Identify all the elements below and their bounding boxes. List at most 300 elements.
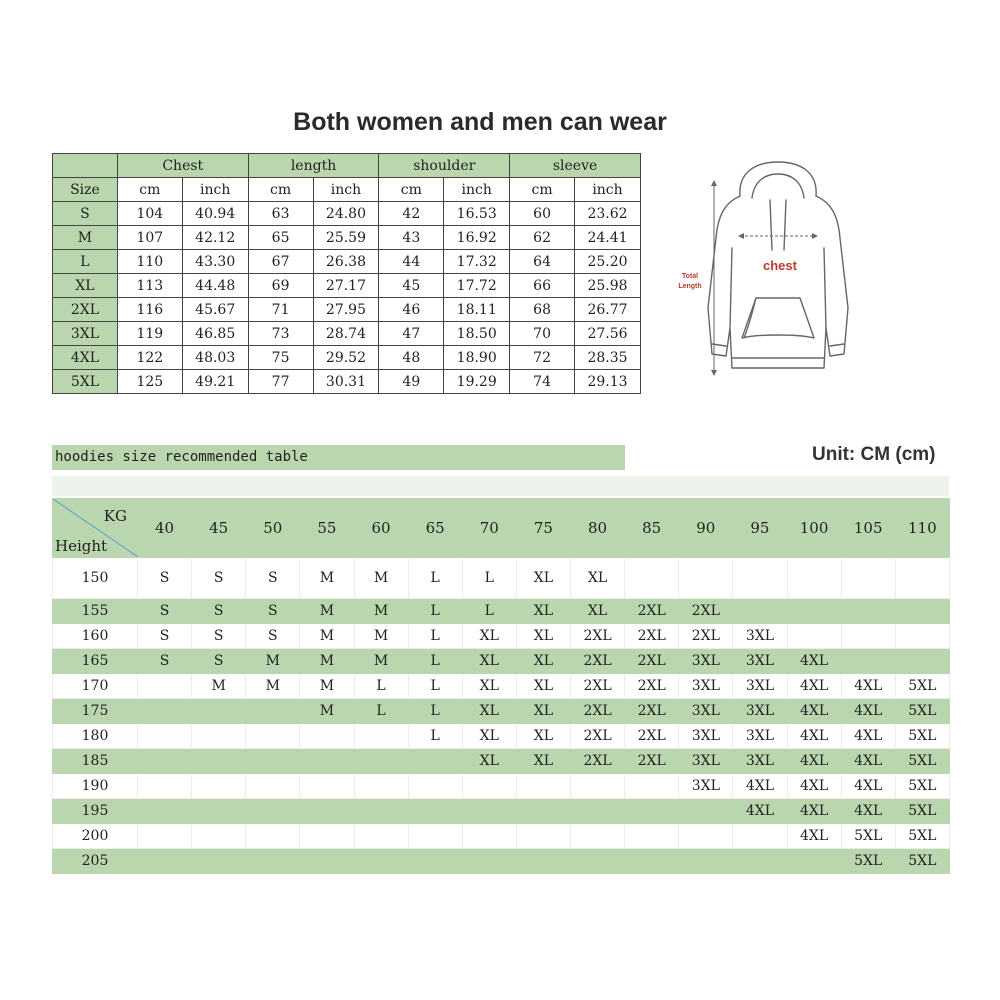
recommended-size-cell: 4XL xyxy=(787,824,841,849)
recommended-size-cell xyxy=(408,774,462,799)
recommended-size-cell: L xyxy=(408,558,462,599)
size-group-header: shoulder xyxy=(379,154,510,178)
size-name-cell: 5XL xyxy=(53,370,118,394)
recommended-size-cell: S xyxy=(138,558,192,599)
recommended-size-cell: XL xyxy=(462,674,516,699)
size-name-cell: M xyxy=(53,226,118,250)
measure-cell: 28.74 xyxy=(313,322,379,346)
recommended-size-cell xyxy=(625,824,679,849)
recommended-size-cell xyxy=(516,824,570,849)
recommended-size-cell xyxy=(787,599,841,624)
total-length-label-2: Length xyxy=(678,283,702,290)
measure-cell: 69 xyxy=(248,274,313,298)
pocket-outline xyxy=(742,298,814,338)
unit-header: cm xyxy=(248,178,313,202)
recommended-size-cell: M xyxy=(300,624,354,649)
measure-cell: 30.31 xyxy=(313,370,379,394)
recommended-size-cell: 2XL xyxy=(625,674,679,699)
recommended-size-cell: 2XL xyxy=(625,599,679,624)
recommend-table xyxy=(52,498,950,874)
recommended-size-cell: XL xyxy=(571,599,625,624)
measure-cell: 49 xyxy=(379,370,444,394)
recommended-size-cell xyxy=(138,849,192,874)
recommended-size-cell xyxy=(354,749,408,774)
recommended-size-cell xyxy=(300,774,354,799)
recommended-size-cell: 3XL xyxy=(679,749,733,774)
recommended-size-cell xyxy=(895,649,949,674)
recommended-size-cell: S xyxy=(192,649,246,674)
recommended-size-cell xyxy=(625,799,679,824)
height-row xyxy=(53,599,950,624)
recommended-size-cell xyxy=(246,799,300,824)
recommended-size-cell xyxy=(895,624,949,649)
recommended-size-cell xyxy=(462,774,516,799)
measure-cell: 62 xyxy=(510,226,575,250)
measure-cell: 43.30 xyxy=(182,250,248,274)
recommended-size-cell: 3XL xyxy=(679,774,733,799)
recommended-size-cell xyxy=(192,749,246,774)
recommended-size-cell: 2XL xyxy=(625,724,679,749)
recommended-size-cell xyxy=(246,824,300,849)
recommended-size-cell xyxy=(300,849,354,874)
measure-cell: 125 xyxy=(117,370,182,394)
recommended-size-cell: 5XL xyxy=(895,799,949,824)
recommended-size-cell: 4XL xyxy=(787,699,841,724)
recommended-size-cell: XL xyxy=(462,724,516,749)
measure-cell: 40.94 xyxy=(182,202,248,226)
recommended-size-cell: S xyxy=(138,649,192,674)
recommended-size-cell xyxy=(841,624,895,649)
recommended-size-cell: M xyxy=(300,599,354,624)
recommended-size-cell xyxy=(733,849,787,874)
weight-header-cell: 80 xyxy=(571,499,625,558)
recommended-size-cell xyxy=(138,774,192,799)
measure-cell: 60 xyxy=(510,202,575,226)
weight-header-cell: 100 xyxy=(787,499,841,558)
chest-label: chest xyxy=(763,258,797,273)
measure-cell: 27.56 xyxy=(575,322,641,346)
measure-cell: 66 xyxy=(510,274,575,298)
recommended-size-cell: XL xyxy=(462,624,516,649)
recommended-size-cell: M xyxy=(300,558,354,599)
measure-cell: 26.38 xyxy=(313,250,379,274)
size-row xyxy=(53,298,641,322)
recommended-size-cell xyxy=(300,824,354,849)
recommended-size-cell xyxy=(138,799,192,824)
measure-cell: 25.59 xyxy=(313,226,379,250)
recommended-size-cell: M xyxy=(300,699,354,724)
recommended-size-cell: 5XL xyxy=(895,824,949,849)
measure-cell: 107 xyxy=(117,226,182,250)
recommended-size-cell: 4XL xyxy=(841,774,895,799)
size-name-cell: XL xyxy=(53,274,118,298)
recommended-size-cell xyxy=(841,649,895,674)
recommended-size-cell: L xyxy=(354,699,408,724)
recommended-size-cell: 3XL xyxy=(733,699,787,724)
weight-header-cell: 95 xyxy=(733,499,787,558)
recommended-size-cell: L xyxy=(408,649,462,674)
unit-header: cm xyxy=(117,178,182,202)
height-row xyxy=(53,674,950,699)
recommended-size-cell: XL xyxy=(516,624,570,649)
recommended-size-cell: M xyxy=(354,649,408,674)
measure-cell: 71 xyxy=(248,298,313,322)
measure-cell: 25.98 xyxy=(575,274,641,298)
recommended-size-cell: 5XL xyxy=(895,724,949,749)
recommended-size-cell xyxy=(354,799,408,824)
recommended-size-cell xyxy=(733,599,787,624)
recommended-size-cell: 4XL xyxy=(841,799,895,824)
recommended-size-cell: 4XL xyxy=(841,674,895,699)
measure-cell: 16.92 xyxy=(444,226,510,250)
recommended-size-cell: 4XL xyxy=(787,749,841,774)
size-row xyxy=(53,202,641,226)
height-row xyxy=(53,724,950,749)
recommended-size-cell: 2XL xyxy=(625,749,679,774)
size-row xyxy=(53,226,641,250)
size-corner-cell xyxy=(53,154,118,178)
recommended-size-cell xyxy=(246,724,300,749)
recommended-size-cell: 4XL xyxy=(787,649,841,674)
recommended-size-cell: 2XL xyxy=(571,749,625,774)
size-row xyxy=(53,346,641,370)
unit-label: Unit: CM (cm) xyxy=(812,444,936,465)
size-name-cell: L xyxy=(53,250,118,274)
measure-cell: 77 xyxy=(248,370,313,394)
measure-cell: 110 xyxy=(117,250,182,274)
recommended-size-cell xyxy=(462,824,516,849)
recommended-size-cell xyxy=(300,724,354,749)
weight-header-cell: 75 xyxy=(516,499,570,558)
recommended-size-cell: 5XL xyxy=(841,824,895,849)
height-label: Height xyxy=(55,537,108,555)
measure-cell: 26.77 xyxy=(575,298,641,322)
total-length-label: Total xyxy=(681,273,699,280)
recommended-size-cell: 4XL xyxy=(787,724,841,749)
recommended-size-cell xyxy=(733,558,787,599)
measure-cell: 17.32 xyxy=(444,250,510,274)
measure-cell: 28.35 xyxy=(575,346,641,370)
recommended-size-cell: M xyxy=(300,674,354,699)
measure-cell: 113 xyxy=(117,274,182,298)
size-label-header: Size xyxy=(53,178,118,202)
size-name-cell: 3XL xyxy=(53,322,118,346)
height-row xyxy=(53,649,950,674)
recommended-size-cell: 3XL xyxy=(679,724,733,749)
recommended-size-cell: XL xyxy=(516,649,570,674)
weight-header-cell: 110 xyxy=(895,499,949,558)
recommended-size-cell: L xyxy=(408,624,462,649)
height-row xyxy=(53,699,950,724)
recommended-size-cell: 2XL xyxy=(625,624,679,649)
recommend-banner: hoodies size recommended table xyxy=(52,445,625,470)
recommended-size-cell: S xyxy=(192,599,246,624)
recommended-size-cell: M xyxy=(246,674,300,699)
height-cell: 170 xyxy=(53,674,138,699)
size-unit-header-row xyxy=(53,178,641,202)
unit-header: inch xyxy=(182,178,248,202)
recommended-size-cell: L xyxy=(354,674,408,699)
recommended-size-cell: 2XL xyxy=(571,649,625,674)
measure-cell: 44 xyxy=(379,250,444,274)
weight-header-cell: 50 xyxy=(246,499,300,558)
measure-cell: 44.48 xyxy=(182,274,248,298)
unit-header: inch xyxy=(575,178,641,202)
measure-cell: 16.53 xyxy=(444,202,510,226)
recommended-size-cell: 2XL xyxy=(625,699,679,724)
recommended-size-cell xyxy=(841,558,895,599)
recommended-size-cell: 3XL xyxy=(679,699,733,724)
recommended-size-cell: 3XL xyxy=(733,674,787,699)
measure-cell: 46.85 xyxy=(182,322,248,346)
recommended-size-cell xyxy=(679,558,733,599)
recommended-size-cell xyxy=(408,824,462,849)
measure-cell: 116 xyxy=(117,298,182,322)
height-cell: 205 xyxy=(53,849,138,874)
height-cell: 160 xyxy=(53,624,138,649)
height-cell: 175 xyxy=(53,699,138,724)
recommended-size-cell: M xyxy=(246,649,300,674)
recommended-size-cell: L xyxy=(408,699,462,724)
recommended-size-cell xyxy=(192,774,246,799)
height-row xyxy=(53,849,950,874)
recommended-size-cell: 3XL xyxy=(733,724,787,749)
weight-header-cell: 45 xyxy=(192,499,246,558)
recommended-size-cell xyxy=(733,824,787,849)
size-name-cell: 2XL xyxy=(53,298,118,322)
measure-cell: 119 xyxy=(117,322,182,346)
recommended-size-cell: S xyxy=(246,599,300,624)
measure-cell: 49.21 xyxy=(182,370,248,394)
measure-cell: 45 xyxy=(379,274,444,298)
measure-cell: 122 xyxy=(117,346,182,370)
recommended-size-cell xyxy=(138,674,192,699)
height-row xyxy=(53,824,950,849)
measure-cell: 65 xyxy=(248,226,313,250)
recommended-size-cell: 2XL xyxy=(625,649,679,674)
recommended-size-cell xyxy=(408,799,462,824)
recommended-size-cell: XL xyxy=(516,674,570,699)
recommended-size-cell xyxy=(354,849,408,874)
recommended-size-cell xyxy=(408,749,462,774)
recommended-size-cell xyxy=(516,774,570,799)
measure-cell: 68 xyxy=(510,298,575,322)
recommended-size-cell xyxy=(354,724,408,749)
recommended-size-cell: XL xyxy=(516,558,570,599)
measure-cell: 70 xyxy=(510,322,575,346)
recommended-size-cell xyxy=(679,824,733,849)
recommended-size-cell: 3XL xyxy=(679,649,733,674)
weight-header-row xyxy=(53,499,950,558)
recommended-size-cell: 5XL xyxy=(895,849,949,874)
recommended-size-cell: M xyxy=(192,674,246,699)
recommended-size-cell: L xyxy=(462,599,516,624)
measure-cell: 46 xyxy=(379,298,444,322)
recommended-size-cell: XL xyxy=(462,649,516,674)
measure-cell: 72 xyxy=(510,346,575,370)
recommended-size-cell: 2XL xyxy=(679,624,733,649)
recommended-size-cell xyxy=(625,558,679,599)
height-cell: 180 xyxy=(53,724,138,749)
recommended-size-cell xyxy=(571,849,625,874)
recommended-size-cell: XL xyxy=(516,699,570,724)
recommended-size-cell: S xyxy=(192,624,246,649)
recommended-size-cell xyxy=(246,849,300,874)
height-cell: 155 xyxy=(53,599,138,624)
recommended-size-cell: 4XL xyxy=(787,799,841,824)
height-cell: 150 xyxy=(53,558,138,599)
recommended-size-cell: 4XL xyxy=(841,749,895,774)
recommended-size-cell: 5XL xyxy=(841,849,895,874)
weight-header-cell: 85 xyxy=(625,499,679,558)
recommended-size-cell xyxy=(679,799,733,824)
size-group-header: sleeve xyxy=(510,154,641,178)
measure-cell: 27.95 xyxy=(313,298,379,322)
measure-cell: 48 xyxy=(379,346,444,370)
height-row xyxy=(53,799,950,824)
recommended-size-cell: 2XL xyxy=(571,624,625,649)
recommended-size-cell xyxy=(625,849,679,874)
measure-cell: 75 xyxy=(248,346,313,370)
recommended-size-cell: S xyxy=(138,624,192,649)
recommended-size-cell: L xyxy=(462,558,516,599)
recommended-size-cell: 4XL xyxy=(841,699,895,724)
recommended-size-cell: 3XL xyxy=(733,649,787,674)
size-group-header: length xyxy=(248,154,379,178)
height-row xyxy=(53,624,950,649)
measure-cell: 45.67 xyxy=(182,298,248,322)
measure-cell: 24.41 xyxy=(575,226,641,250)
recommended-size-cell: L xyxy=(408,724,462,749)
recommended-size-cell: XL xyxy=(462,749,516,774)
recommended-size-cell: 3XL xyxy=(679,674,733,699)
measure-cell: 25.20 xyxy=(575,250,641,274)
recommended-size-cell xyxy=(300,749,354,774)
size-group-header-row xyxy=(53,154,641,178)
recommended-size-cell: 2XL xyxy=(679,599,733,624)
recommended-size-cell xyxy=(895,558,949,599)
page-title: Both women and men can wear xyxy=(293,108,667,136)
weight-header-cell: 105 xyxy=(841,499,895,558)
recommended-size-cell xyxy=(138,824,192,849)
recommended-size-cell: XL xyxy=(516,749,570,774)
recommended-size-cell xyxy=(246,774,300,799)
height-cell: 185 xyxy=(53,749,138,774)
measure-cell: 74 xyxy=(510,370,575,394)
recommended-size-cell: 4XL xyxy=(733,774,787,799)
measure-cell: 42.12 xyxy=(182,226,248,250)
height-row xyxy=(53,749,950,774)
measure-cell: 27.17 xyxy=(313,274,379,298)
recommended-size-cell: 4XL xyxy=(787,774,841,799)
recommended-size-cell xyxy=(138,699,192,724)
recommended-size-cell: XL xyxy=(516,724,570,749)
measure-cell: 18.50 xyxy=(444,322,510,346)
size-row xyxy=(53,370,641,394)
recommended-size-cell xyxy=(246,699,300,724)
recommended-size-cell: L xyxy=(408,674,462,699)
measure-cell: 73 xyxy=(248,322,313,346)
recommended-size-cell: 3XL xyxy=(733,624,787,649)
recommended-size-cell xyxy=(192,724,246,749)
recommended-size-cell: 5XL xyxy=(895,774,949,799)
kg-label: KG xyxy=(103,507,127,525)
size-row xyxy=(53,274,641,298)
recommended-size-cell xyxy=(516,799,570,824)
unit-header: cm xyxy=(510,178,575,202)
recommended-size-cell: 5XL xyxy=(895,674,949,699)
recommended-size-cell xyxy=(354,824,408,849)
recommended-size-cell: M xyxy=(354,624,408,649)
recommended-size-cell: XL xyxy=(462,699,516,724)
recommended-size-cell: M xyxy=(354,558,408,599)
height-weight-corner xyxy=(53,499,138,558)
measure-cell: 67 xyxy=(248,250,313,274)
unit-header: inch xyxy=(444,178,510,202)
measure-cell: 17.72 xyxy=(444,274,510,298)
recommended-size-cell xyxy=(571,774,625,799)
recommended-size-cell xyxy=(192,849,246,874)
recommended-size-cell xyxy=(571,824,625,849)
hoodie-diagram xyxy=(668,158,888,380)
size-row xyxy=(53,250,641,274)
size-group-header: Chest xyxy=(117,154,248,178)
recommended-size-cell xyxy=(462,799,516,824)
recommended-size-cell: S xyxy=(192,558,246,599)
recommended-size-cell xyxy=(192,799,246,824)
recommended-size-cell xyxy=(246,749,300,774)
recommended-size-cell: 3XL xyxy=(733,749,787,774)
recommended-size-cell xyxy=(679,849,733,874)
recommended-size-cell xyxy=(138,749,192,774)
recommended-size-cell: 5XL xyxy=(895,699,949,724)
recommended-size-cell xyxy=(462,849,516,874)
recommended-size-cell: 4XL xyxy=(841,724,895,749)
hood-outline xyxy=(740,162,816,196)
measure-cell: 19.29 xyxy=(444,370,510,394)
recommended-size-cell: 2XL xyxy=(571,699,625,724)
weight-header-cell: 70 xyxy=(462,499,516,558)
recommended-size-cell: S xyxy=(246,624,300,649)
height-cell: 195 xyxy=(53,799,138,824)
recommended-size-cell: S xyxy=(246,558,300,599)
weight-header-cell: 65 xyxy=(408,499,462,558)
measure-cell: 104 xyxy=(117,202,182,226)
size-name-cell: 4XL xyxy=(53,346,118,370)
size-name-cell: S xyxy=(53,202,118,226)
measure-cell: 48.03 xyxy=(182,346,248,370)
measure-cell: 23.62 xyxy=(575,202,641,226)
measure-cell: 42 xyxy=(379,202,444,226)
recommended-size-cell xyxy=(841,599,895,624)
size-chart-table xyxy=(52,153,641,394)
weight-header-cell: 90 xyxy=(679,499,733,558)
recommended-size-cell xyxy=(192,824,246,849)
recommended-size-cell: M xyxy=(300,649,354,674)
recommended-size-cell xyxy=(354,774,408,799)
recommended-size-cell: 4XL xyxy=(787,674,841,699)
recommended-size-cell: 5XL xyxy=(895,749,949,774)
recommended-size-cell xyxy=(192,699,246,724)
recommended-size-cell xyxy=(408,849,462,874)
recommended-size-cell xyxy=(625,774,679,799)
height-cell: 165 xyxy=(53,649,138,674)
measure-cell: 43 xyxy=(379,226,444,250)
weight-header-cell: 55 xyxy=(300,499,354,558)
recommended-size-cell xyxy=(300,799,354,824)
recommended-size-cell xyxy=(787,624,841,649)
measure-cell: 63 xyxy=(248,202,313,226)
